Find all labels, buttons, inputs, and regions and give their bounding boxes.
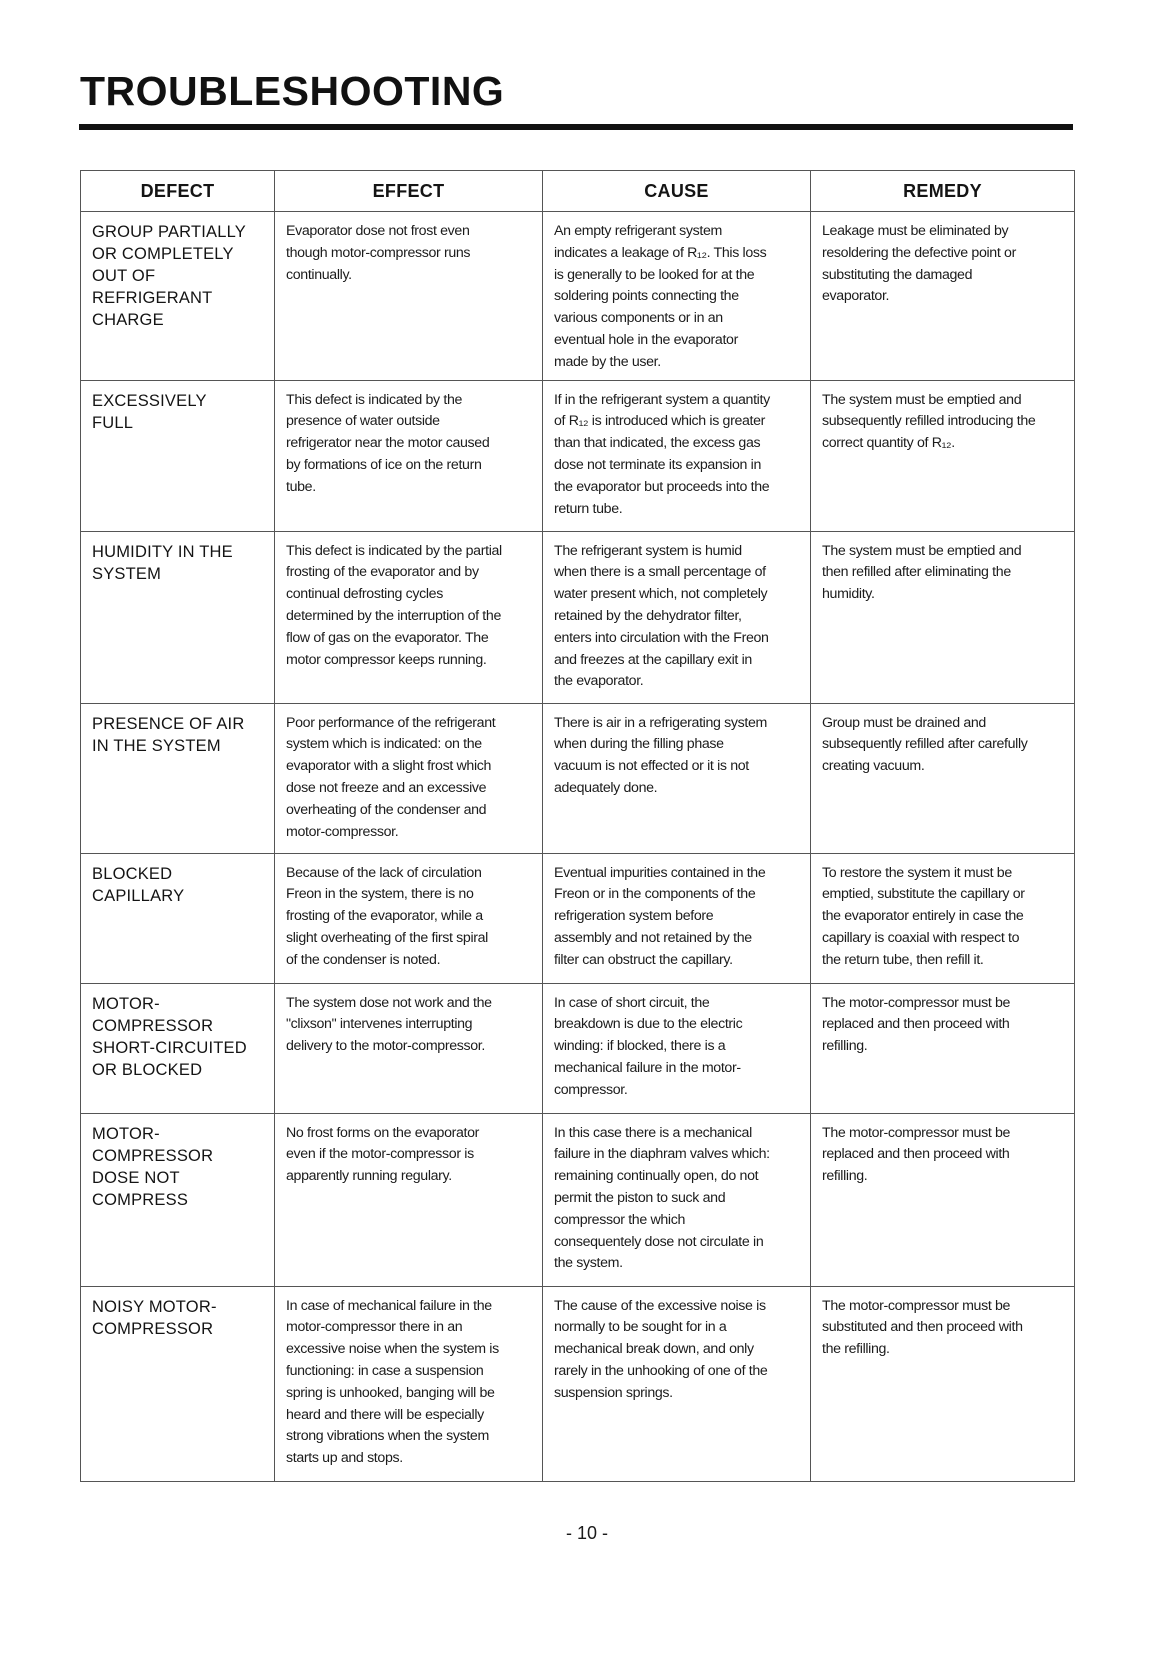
defect-cell — [81, 853, 275, 983]
cause-cell — [543, 703, 811, 853]
remedy-text: The system must be emptied and then refilled after eliminating the humidity. — [822, 542, 1022, 603]
table-row — [81, 1113, 1075, 1286]
cause-cell — [543, 1286, 811, 1481]
effect-cell — [275, 212, 543, 381]
cause-text: There is air in a refrigerating system when during the filling phase vacuum is not effected or it is not adequately done. — [554, 714, 767, 796]
remedy-cell — [811, 1113, 1075, 1286]
remedy-text: The system must be emptied and subsequently refilled introducing the correct quantity of R₁₂. — [822, 391, 1036, 452]
effect-text: This defect is indicated by the partial frosting of the evaporator and by continual defrosting cycles determined by the interruption of the flow of gas on the evaporator. The motor compressor keeps running. — [286, 542, 502, 668]
troubleshooting-table — [80, 170, 1075, 1482]
cause-cell — [543, 212, 811, 381]
defect-text: PRESENCE OF AIR IN THE SYSTEM — [92, 714, 245, 755]
defect-cell — [81, 983, 275, 1113]
cause-cell — [543, 531, 811, 703]
defect-cell — [81, 380, 275, 531]
effect-text: Evaporator dose not frost even though motor-compressor runs continually. — [286, 223, 471, 283]
table-row — [81, 212, 1075, 381]
remedy-text: To restore the system it must be emptied, substitute the capillary or the evaporator entirely in case the capillary is coaxial with respect to the return tube, then refill it. — [822, 864, 1025, 968]
table-row — [81, 853, 1075, 983]
effect-text: Poor performance of the refrigerant system which is indicated: on the evaporator with a slight frost which dose not freeze and an excessive overheating of the condenser and motor-compressor. — [286, 714, 496, 840]
effect-text: The system dose not work and the "clixson" intervenes interrupting delivery to the motor-compressor. — [286, 994, 492, 1055]
cause-text: The cause of the excessive noise is normally to be sought for in a mechanical break down, and only rarely in the unhooking of one of the suspension springs. — [554, 1297, 768, 1401]
header-effect: EFFECT — [275, 171, 543, 212]
remedy-cell — [811, 1286, 1075, 1481]
remedy-cell — [811, 212, 1075, 381]
effect-cell — [275, 531, 543, 703]
table-row — [81, 380, 1075, 531]
page-number: - 10 - — [565, 1523, 608, 1543]
cause-cell — [543, 983, 811, 1113]
remedy-cell — [811, 380, 1075, 531]
header-remedy: REMEDY — [811, 171, 1075, 212]
remedy-cell — [811, 703, 1075, 853]
cause-cell — [543, 380, 811, 531]
remedy-text: The motor-compressor must be replaced and then proceed with refilling. — [822, 994, 1011, 1055]
cause-cell — [543, 853, 811, 983]
effect-cell — [275, 853, 543, 983]
effect-cell — [275, 1113, 543, 1286]
table-row — [81, 983, 1075, 1113]
defect-text: MOTOR- COMPRESSOR DOSE NOT COMPRESS — [92, 1124, 214, 1209]
remedy-text: Group must be drained and subsequently refilled after carefully creating vacuum. — [822, 714, 1028, 775]
cause-cell — [543, 1113, 811, 1286]
effect-text: Because of the lack of circulation Freon in the system, there is no frosting of the evaporator, while a slight overheating of the first spiral of the condenser is noted. — [286, 864, 488, 968]
remedy-cell — [811, 983, 1075, 1113]
remedy-text: Leakage must be eliminated by resoldering the defective point or substituting the damaged evaporator. — [822, 223, 1016, 305]
cause-text: In this case there is a mechanical failure in the diaphram valves which: remaining continually open, do not permit the piston to suck and compressor the which consequentely dose not circulate in the system. — [554, 1124, 770, 1272]
effect-text: No frost forms on the evaporator even if the motor-compressor is apparently running regulary. — [286, 1124, 480, 1185]
table-row — [81, 703, 1075, 853]
cause-text: Eventual impurities contained in the Freon or in the components of the refrigeration system before assembly and not retained by the filter can obstruct the capillary. — [554, 864, 766, 968]
table-header-row — [81, 171, 1075, 212]
effect-cell — [275, 1286, 543, 1481]
defect-text: BLOCKED CAPILLARY — [92, 864, 185, 905]
effect-cell — [275, 983, 543, 1113]
defect-cell — [81, 531, 275, 703]
page-title: TROUBLESHOOTING — [80, 68, 505, 114]
remedy-cell — [811, 853, 1075, 983]
defect-text: NOISY MOTOR- COMPRESSOR — [92, 1297, 217, 1338]
effect-text: In case of mechanical failure in the motor-compressor there in an excessive noise when the system is functioning: in case a suspension spring is unhooked, banging will be heard and there will be especially strong vibrations when the system starts up and stops. — [286, 1297, 499, 1467]
header-defect: DEFECT — [81, 171, 275, 212]
table-row — [81, 531, 1075, 703]
cause-text: In case of short circuit, the breakdown is due to the electric winding: if blocked, there is a mechanical failure in the motor- compressor. — [554, 994, 743, 1098]
defect-text: HUMIDITY IN THE SYSTEM — [92, 542, 233, 583]
remedy-cell — [811, 531, 1075, 703]
defect-text: MOTOR- COMPRESSOR SHORT-CIRCUITED OR BLOCKED — [92, 994, 247, 1079]
defect-cell — [81, 703, 275, 853]
defect-cell — [81, 1113, 275, 1286]
effect-cell — [275, 703, 543, 853]
cause-text: If in the refrigerant system a quantity of R₁₂ is introduced which is greater than that indicated, the excess gas dose not terminate its expansion in the evaporator but proceeds into the return tube. — [554, 391, 770, 517]
cause-text: The refrigerant system is humid when there is a small percentage of water present which, not completely retained by the dehydrator filter, enters into circulation with the Freon and freezes at the capillary exit in the evaporator. — [554, 542, 769, 690]
title-underline — [79, 124, 1073, 130]
defect-text: GROUP PARTIALLY OR COMPLETELY OUT OF REFRIGERANT CHARGE — [92, 223, 246, 329]
effect-cell — [275, 380, 543, 531]
cause-text: An empty refrigerant system indicates a leakage of R₁₂. This loss is generally to be looked for at the soldering points connecting the various components or in an eventual hole in the evaporator made by the user. — [554, 223, 767, 370]
remedy-text: The motor-compressor must be substituted and then proceed with the refilling. — [822, 1297, 1023, 1358]
effect-text: This defect is indicated by the presence of water outside refrigerator near the motor caused by formations of ice on the return tube. — [286, 391, 490, 495]
table-row — [81, 1286, 1075, 1481]
defect-cell — [81, 212, 275, 381]
remedy-text: The motor-compressor must be replaced and then proceed with refilling. — [822, 1124, 1011, 1185]
defect-cell — [81, 1286, 275, 1481]
header-cause: CAUSE — [543, 171, 811, 212]
defect-text: EXCESSIVELY FULL — [92, 391, 207, 432]
